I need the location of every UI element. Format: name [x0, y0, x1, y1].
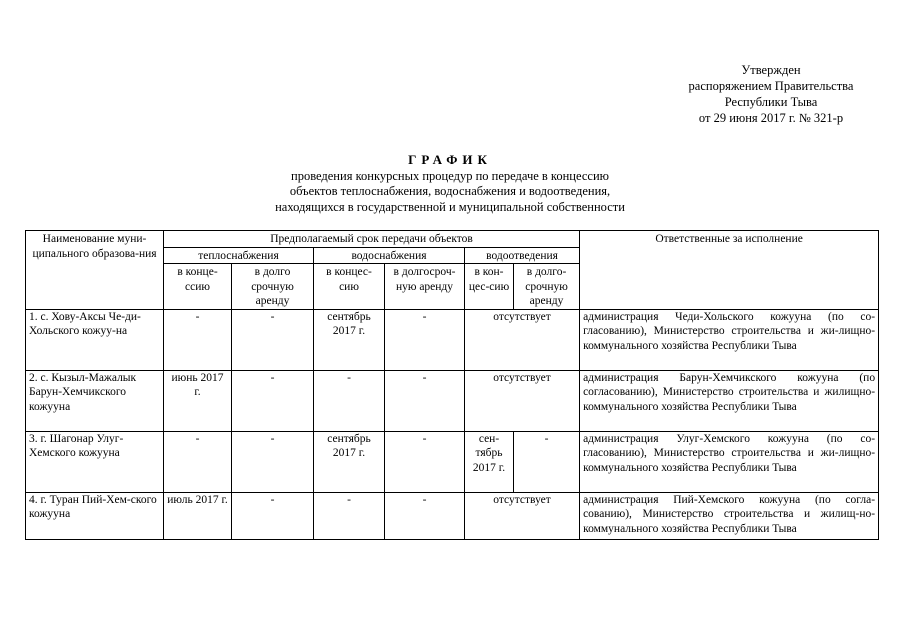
header-sewage-lease: в долго-срочную аренду — [514, 264, 580, 310]
cell-municipality: 4. г. Туран Пий-Хем-ского кожууна — [26, 492, 164, 539]
title-line-1: проведения конкурсных процедур по передаче в концессию — [291, 168, 609, 183]
schedule-table — [25, 230, 879, 540]
cell-water-lease: - — [385, 492, 465, 539]
header-responsible: Ответственные за исполнение — [580, 231, 879, 310]
cell-sewage: отсутствует — [465, 309, 580, 370]
header-heat-concession: в конце-ссию — [164, 264, 232, 310]
document-title — [130, 152, 770, 215]
cell-heat-concession: июнь 2017 г. — [164, 370, 232, 431]
approval-stamp — [650, 62, 892, 126]
title-heading: ГРАФИК — [408, 152, 492, 167]
table-row — [26, 309, 879, 370]
cell-water-concession: сентябрь 2017 г. — [314, 431, 385, 492]
cell-responsible: администрация Барун-Хемчикского кожууна (по согласованию), Министерство строительства и жилищно-коммунального хозяйства Республики Тыва — [580, 370, 879, 431]
header-sewage-concession: в кон-цес-сию — [465, 264, 514, 310]
cell-heat-concession: - — [164, 309, 232, 370]
cell-heat-lease: - — [232, 309, 314, 370]
cell-sewage: отсутствует — [465, 492, 580, 539]
cell-sewage-lease: - — [514, 431, 580, 492]
table-row — [26, 370, 879, 431]
cell-sewage-concession: сен-тябрь 2017 г. — [465, 431, 514, 492]
cell-responsible: администрация Чеди-Хольского кожууна (по со-гласованию), Министерство строительства и жи-лищно-коммунального хозяйства Республики Тыва — [580, 309, 879, 370]
title-line-2: объектов теплоснабжения, водоснабжения и водоотведения, — [289, 184, 611, 198]
header-water-lease: в долгосроч-ную аренду — [385, 264, 465, 310]
cell-water-lease: - — [385, 309, 465, 370]
approval-line-1: Утвержден — [741, 63, 801, 77]
table-row — [26, 431, 879, 492]
cell-responsible: администрация Улуг-Хемского кожууна (по со-гласованию), Министерство строительства и жи-лищно-коммунального хозяйства Республики Тыва — [580, 431, 879, 492]
header-municipality: Наименование муни-ципального образова-ния — [26, 231, 164, 310]
cell-responsible: администрация Пий-Хемского кожууна (по согла-сованию), Министерство строительства и жилищ-но-коммунального хозяйства Республики Тыва — [580, 492, 879, 539]
header-water-concession: в концес-сию — [314, 264, 385, 310]
cell-water-concession: - — [314, 492, 385, 539]
cell-heat-concession: - — [164, 431, 232, 492]
cell-municipality: 3. г. Шагонар Улуг-Хемского кожууна — [26, 431, 164, 492]
header-period: Предполагаемый срок передачи объектов — [164, 231, 580, 248]
header-water: водоснабжения — [314, 247, 465, 264]
cell-heat-lease: - — [232, 431, 314, 492]
cell-municipality: 1. с. Хову-Аксы Че-ди-Хольского кожуу-на — [26, 309, 164, 370]
cell-heat-concession: июль 2017 г. — [164, 492, 232, 539]
approval-line-3: Республики Тыва — [724, 95, 818, 109]
cell-sewage: отсутствует — [465, 370, 580, 431]
approval-line-2: распоряжением Правительства — [688, 79, 854, 93]
header-sewage: водоотведения — [465, 247, 580, 264]
cell-water-concession: - — [314, 370, 385, 431]
title-line-3: находящихся в государственной и муниципальной собственности — [275, 199, 625, 214]
approval-line-4: от 29 июня 2017 г. № 321-р — [698, 111, 844, 125]
table-row — [26, 492, 879, 539]
cell-water-lease: - — [385, 431, 465, 492]
header-heat: теплоснабжения — [164, 247, 314, 264]
cell-municipality: 2. с. Кызыл-Мажалык Барун-Хемчикского кожууна — [26, 370, 164, 431]
header-heat-lease: в долго срочную аренду — [232, 264, 314, 310]
cell-heat-lease: - — [232, 492, 314, 539]
cell-heat-lease: - — [232, 370, 314, 431]
cell-water-concession: сентябрь 2017 г. — [314, 309, 385, 370]
cell-water-lease: - — [385, 370, 465, 431]
